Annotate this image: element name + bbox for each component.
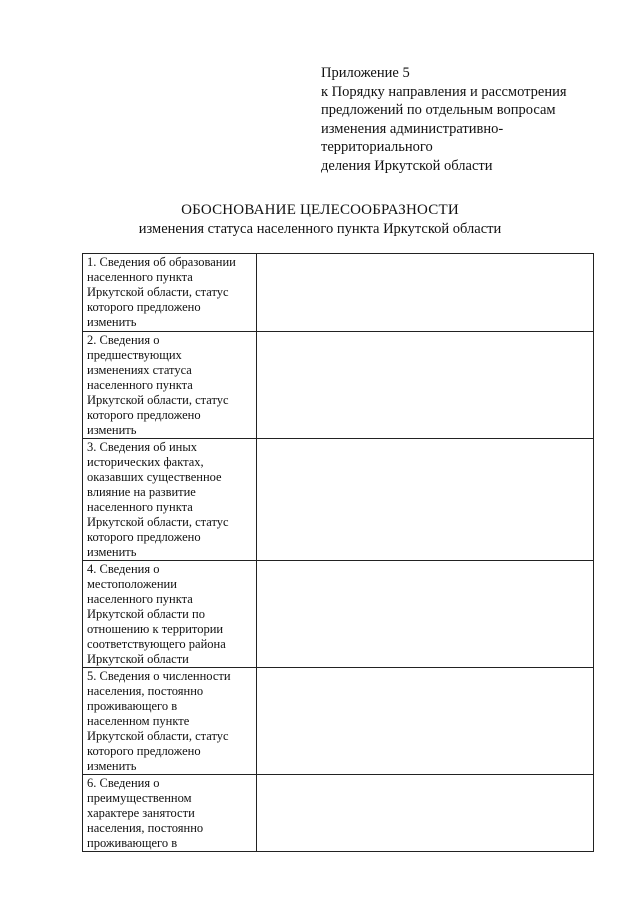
row-label-line: Иркутской области, статус — [87, 729, 229, 743]
row-label-line: 2. Сведения о — [87, 333, 160, 347]
row-value-cell[interactable] — [257, 561, 594, 668]
row-label — [87, 562, 253, 667]
row-label — [87, 440, 253, 560]
row-value-cell[interactable] — [257, 668, 594, 775]
row-label-line: отношению к территории — [87, 622, 224, 636]
row-label-cell — [83, 439, 257, 561]
row-label-line: Иркутской области, статус — [87, 393, 229, 407]
row-value-cell[interactable] — [257, 254, 594, 332]
row-label-line: оказавших существенное — [87, 470, 222, 484]
appendix-block — [321, 64, 621, 175]
row-label — [87, 776, 253, 851]
row-label-line: проживающего в — [87, 699, 178, 713]
row-label-line: 6. Сведения о — [87, 776, 160, 790]
table-row — [83, 668, 594, 775]
table-row — [83, 561, 594, 668]
row-value-cell[interactable] — [257, 332, 594, 439]
row-label-line: Иркутской области — [87, 652, 189, 666]
row-label-line: населения, постоянно — [87, 684, 204, 698]
row-label-line: населенном пункте — [87, 714, 190, 728]
row-label-line: изменить — [87, 545, 137, 559]
table-row — [83, 332, 594, 439]
justification-table — [82, 253, 594, 852]
row-label — [87, 669, 253, 774]
appendix-line: деления Иркутской области — [321, 157, 493, 174]
row-label-cell — [83, 254, 257, 332]
table-row — [83, 775, 594, 852]
appendix-line: предложений по отдельным вопросам — [321, 102, 556, 118]
row-label-line: населения, постоянно — [87, 821, 204, 835]
table-row — [83, 254, 594, 332]
row-label-line: изменить — [87, 315, 137, 329]
row-label-line: изменениях статуса — [87, 363, 192, 377]
row-label-line: исторических фактах, — [87, 455, 204, 469]
row-label-line: соответствующего района — [87, 637, 226, 651]
appendix-line: к Порядку направления и рассмотрения — [321, 83, 567, 100]
appendix-line: Приложение 5 — [321, 65, 410, 81]
row-label-line: изменить — [87, 759, 137, 773]
row-label-cell — [83, 561, 257, 668]
row-label-line: населенного пункта — [87, 270, 193, 284]
table-row — [83, 439, 594, 561]
row-label — [87, 255, 253, 330]
row-label-cell — [83, 668, 257, 775]
row-label-line: 3. Сведения об иных — [87, 440, 197, 454]
row-label-line: Иркутской области, статус — [87, 285, 229, 299]
row-label-line: преимущественном — [87, 791, 192, 805]
document-subtitle: изменения статуса населенного пункта Иркутской области — [138, 221, 502, 237]
row-label-line: характере занятости — [87, 806, 195, 820]
appendix-line: изменения административно- — [321, 120, 504, 137]
row-label-line: населенного пункта — [87, 500, 193, 514]
row-label-line: изменить — [87, 423, 137, 437]
row-label-line: которого предложено — [87, 408, 201, 422]
document-title: ОБОСНОВАНИЕ ЦЕЛЕСООБРАЗНОСТИ — [181, 202, 459, 218]
row-label-line: предшествующих — [87, 348, 182, 362]
row-value-cell[interactable] — [257, 775, 594, 852]
row-label-line: 4. Сведения о — [87, 562, 160, 576]
row-label-line: населенного пункта — [87, 378, 193, 392]
appendix-line: территориального — [321, 139, 433, 155]
row-label-cell — [83, 775, 257, 852]
row-label-line: 1. Сведения об образовании — [87, 255, 236, 269]
row-label-line: которого предложено — [87, 300, 201, 314]
row-label-line: которого предложено — [87, 530, 201, 544]
row-label-line: проживающего в — [87, 836, 178, 850]
row-label-line: Иркутской области, статус — [87, 515, 229, 529]
row-label-line: населенного пункта — [87, 592, 193, 606]
row-label-line: Иркутской области по — [87, 607, 205, 621]
row-label-line: влияние на развитие — [87, 485, 196, 499]
row-label-line: местоположении — [87, 577, 177, 591]
row-label — [87, 333, 253, 438]
row-label-cell — [83, 332, 257, 439]
row-label-line: которого предложено — [87, 744, 201, 758]
row-label-line: 5. Сведения о численности — [87, 669, 231, 683]
row-value-cell[interactable] — [257, 439, 594, 561]
